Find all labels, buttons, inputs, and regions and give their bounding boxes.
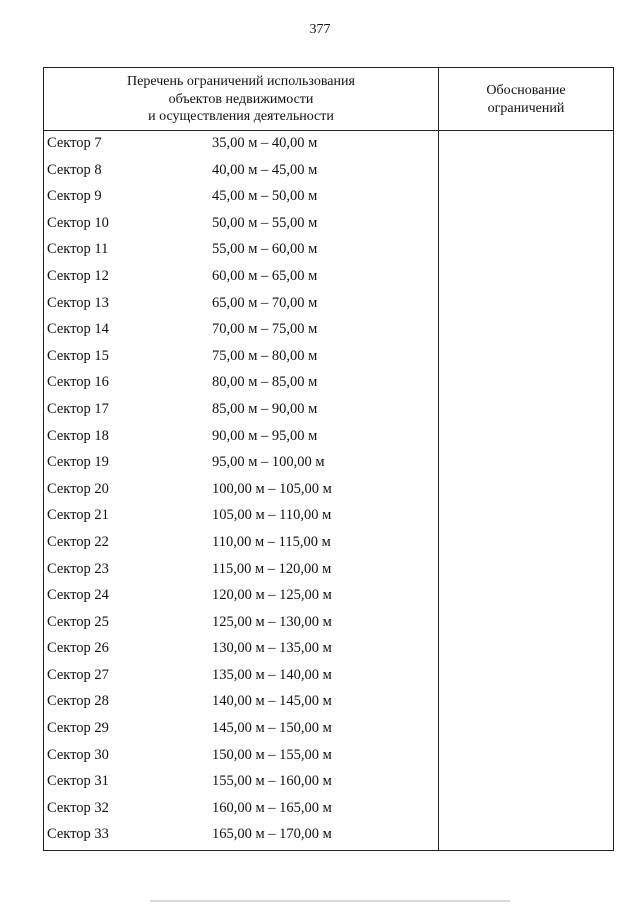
sector-name: Сектор 24 [47, 587, 109, 604]
table-row [44, 583, 438, 610]
sector-name: Сектор 18 [47, 427, 109, 444]
sector-name: Сектор 11 [47, 241, 109, 258]
distance-range: 165,00 м – 170,00 м [212, 826, 332, 843]
distance-range: 45,00 м – 50,00 м [212, 188, 318, 205]
distance-range: 50,00 м – 55,00 м [212, 214, 318, 231]
sector-name: Сектор 29 [47, 720, 109, 737]
distance-range: 130,00 м – 135,00 м [212, 640, 332, 657]
distance-range: 150,00 м – 155,00 м [212, 746, 332, 763]
sector-name: Сектор 20 [47, 480, 109, 497]
sector-name: Сектор 15 [47, 347, 109, 364]
restrictions-table [43, 67, 614, 851]
distance-range: 35,00 м – 40,00 м [212, 135, 318, 151]
table-row [44, 716, 438, 743]
distance-range: 135,00 м – 140,00 м [212, 666, 332, 683]
table-row [44, 822, 438, 849]
distance-range: 40,00 м – 45,00 м [212, 161, 318, 178]
header-right-line: ограничений [487, 100, 565, 116]
table-row [44, 557, 438, 584]
distance-range: 65,00 м – 70,00 м [212, 294, 318, 311]
table-row [44, 636, 438, 663]
sector-name: Сектор 22 [47, 533, 109, 550]
distance-range: 160,00 м – 165,00 м [212, 799, 332, 816]
sector-name: Сектор 27 [47, 666, 109, 683]
sector-name: Сектор 8 [47, 161, 102, 178]
sector-name: Сектор 25 [47, 613, 109, 630]
distance-range: 155,00 м – 160,00 м [212, 773, 332, 790]
table-row [44, 397, 438, 424]
sector-name: Сектор 31 [47, 773, 109, 790]
table-row [44, 689, 438, 716]
sector-name: Сектор 33 [47, 826, 109, 843]
distance-range: 110,00 м – 115,00 м [212, 533, 331, 550]
sector-name: Сектор 32 [47, 799, 109, 816]
table-row [44, 424, 438, 451]
sector-name: Сектор 28 [47, 693, 109, 710]
distance-range: 145,00 м – 150,00 м [212, 720, 332, 737]
distance-range: 125,00 м – 130,00 м [212, 613, 332, 630]
table-row [44, 344, 438, 371]
distance-range: 140,00 м – 145,00 м [212, 693, 332, 710]
table-row [44, 610, 438, 637]
sector-name: Сектор 9 [47, 188, 102, 205]
table-row [44, 743, 438, 770]
table-row [44, 503, 438, 530]
distance-range: 60,00 м – 65,00 м [212, 267, 318, 284]
sector-name: Сектор 7 [47, 135, 102, 151]
table-row [44, 131, 438, 158]
distance-range: 90,00 м – 95,00 м [212, 427, 318, 444]
sector-name: Сектор 21 [47, 507, 109, 524]
column-divider [438, 68, 439, 850]
table-row [44, 769, 438, 796]
header-left-line: Перечень ограничений использования [127, 74, 355, 89]
header-right-line: Обоснование [486, 83, 566, 98]
distance-range: 120,00 м – 125,00 м [212, 587, 332, 604]
distance-range: 100,00 м – 105,00 м [212, 480, 332, 497]
sector-name: Сектор 10 [47, 214, 109, 231]
page-number: 377 [309, 22, 331, 37]
sector-name: Сектор 26 [47, 640, 109, 657]
table-row [44, 370, 438, 397]
table-row [44, 317, 438, 344]
header-left-line: и осуществления деятельности [148, 109, 334, 124]
table-row [44, 211, 438, 238]
sector-name: Сектор 30 [47, 746, 109, 763]
distance-range: 70,00 м – 75,00 м [212, 321, 318, 338]
table-row [44, 158, 438, 185]
sector-name: Сектор 23 [47, 560, 109, 577]
header-restrictions-list [44, 73, 438, 126]
distance-range: 75,00 м – 80,00 м [212, 347, 318, 364]
header-left-line: объектов недвижимости [168, 91, 314, 107]
table-row [44, 264, 438, 291]
distance-range: 85,00 м – 90,00 м [212, 400, 318, 417]
table-row [44, 291, 438, 318]
sector-name: Сектор 19 [47, 454, 109, 471]
distance-range: 105,00 м – 110,00 м [212, 507, 332, 524]
table-row [44, 237, 438, 264]
table-row [44, 663, 438, 690]
sector-name: Сектор 12 [47, 267, 109, 284]
sector-name: Сектор 16 [47, 374, 109, 391]
distance-range: 115,00 м – 120,00 м [212, 560, 332, 577]
table-row [44, 796, 438, 823]
header-justification [439, 82, 613, 117]
table-row [44, 184, 438, 211]
table-row [44, 450, 438, 477]
distance-range: 95,00 м – 100,00 м [212, 454, 325, 471]
sector-name: Сектор 13 [47, 294, 109, 311]
distance-range: 55,00 м – 60,00 м [212, 241, 318, 258]
distance-range: 80,00 м – 85,00 м [212, 374, 318, 391]
table-body [44, 131, 438, 849]
table-row [44, 477, 438, 504]
table-row [44, 530, 438, 557]
sector-name: Сектор 17 [47, 400, 109, 417]
sector-name: Сектор 14 [47, 321, 109, 338]
scan-artifact-line [150, 900, 510, 902]
